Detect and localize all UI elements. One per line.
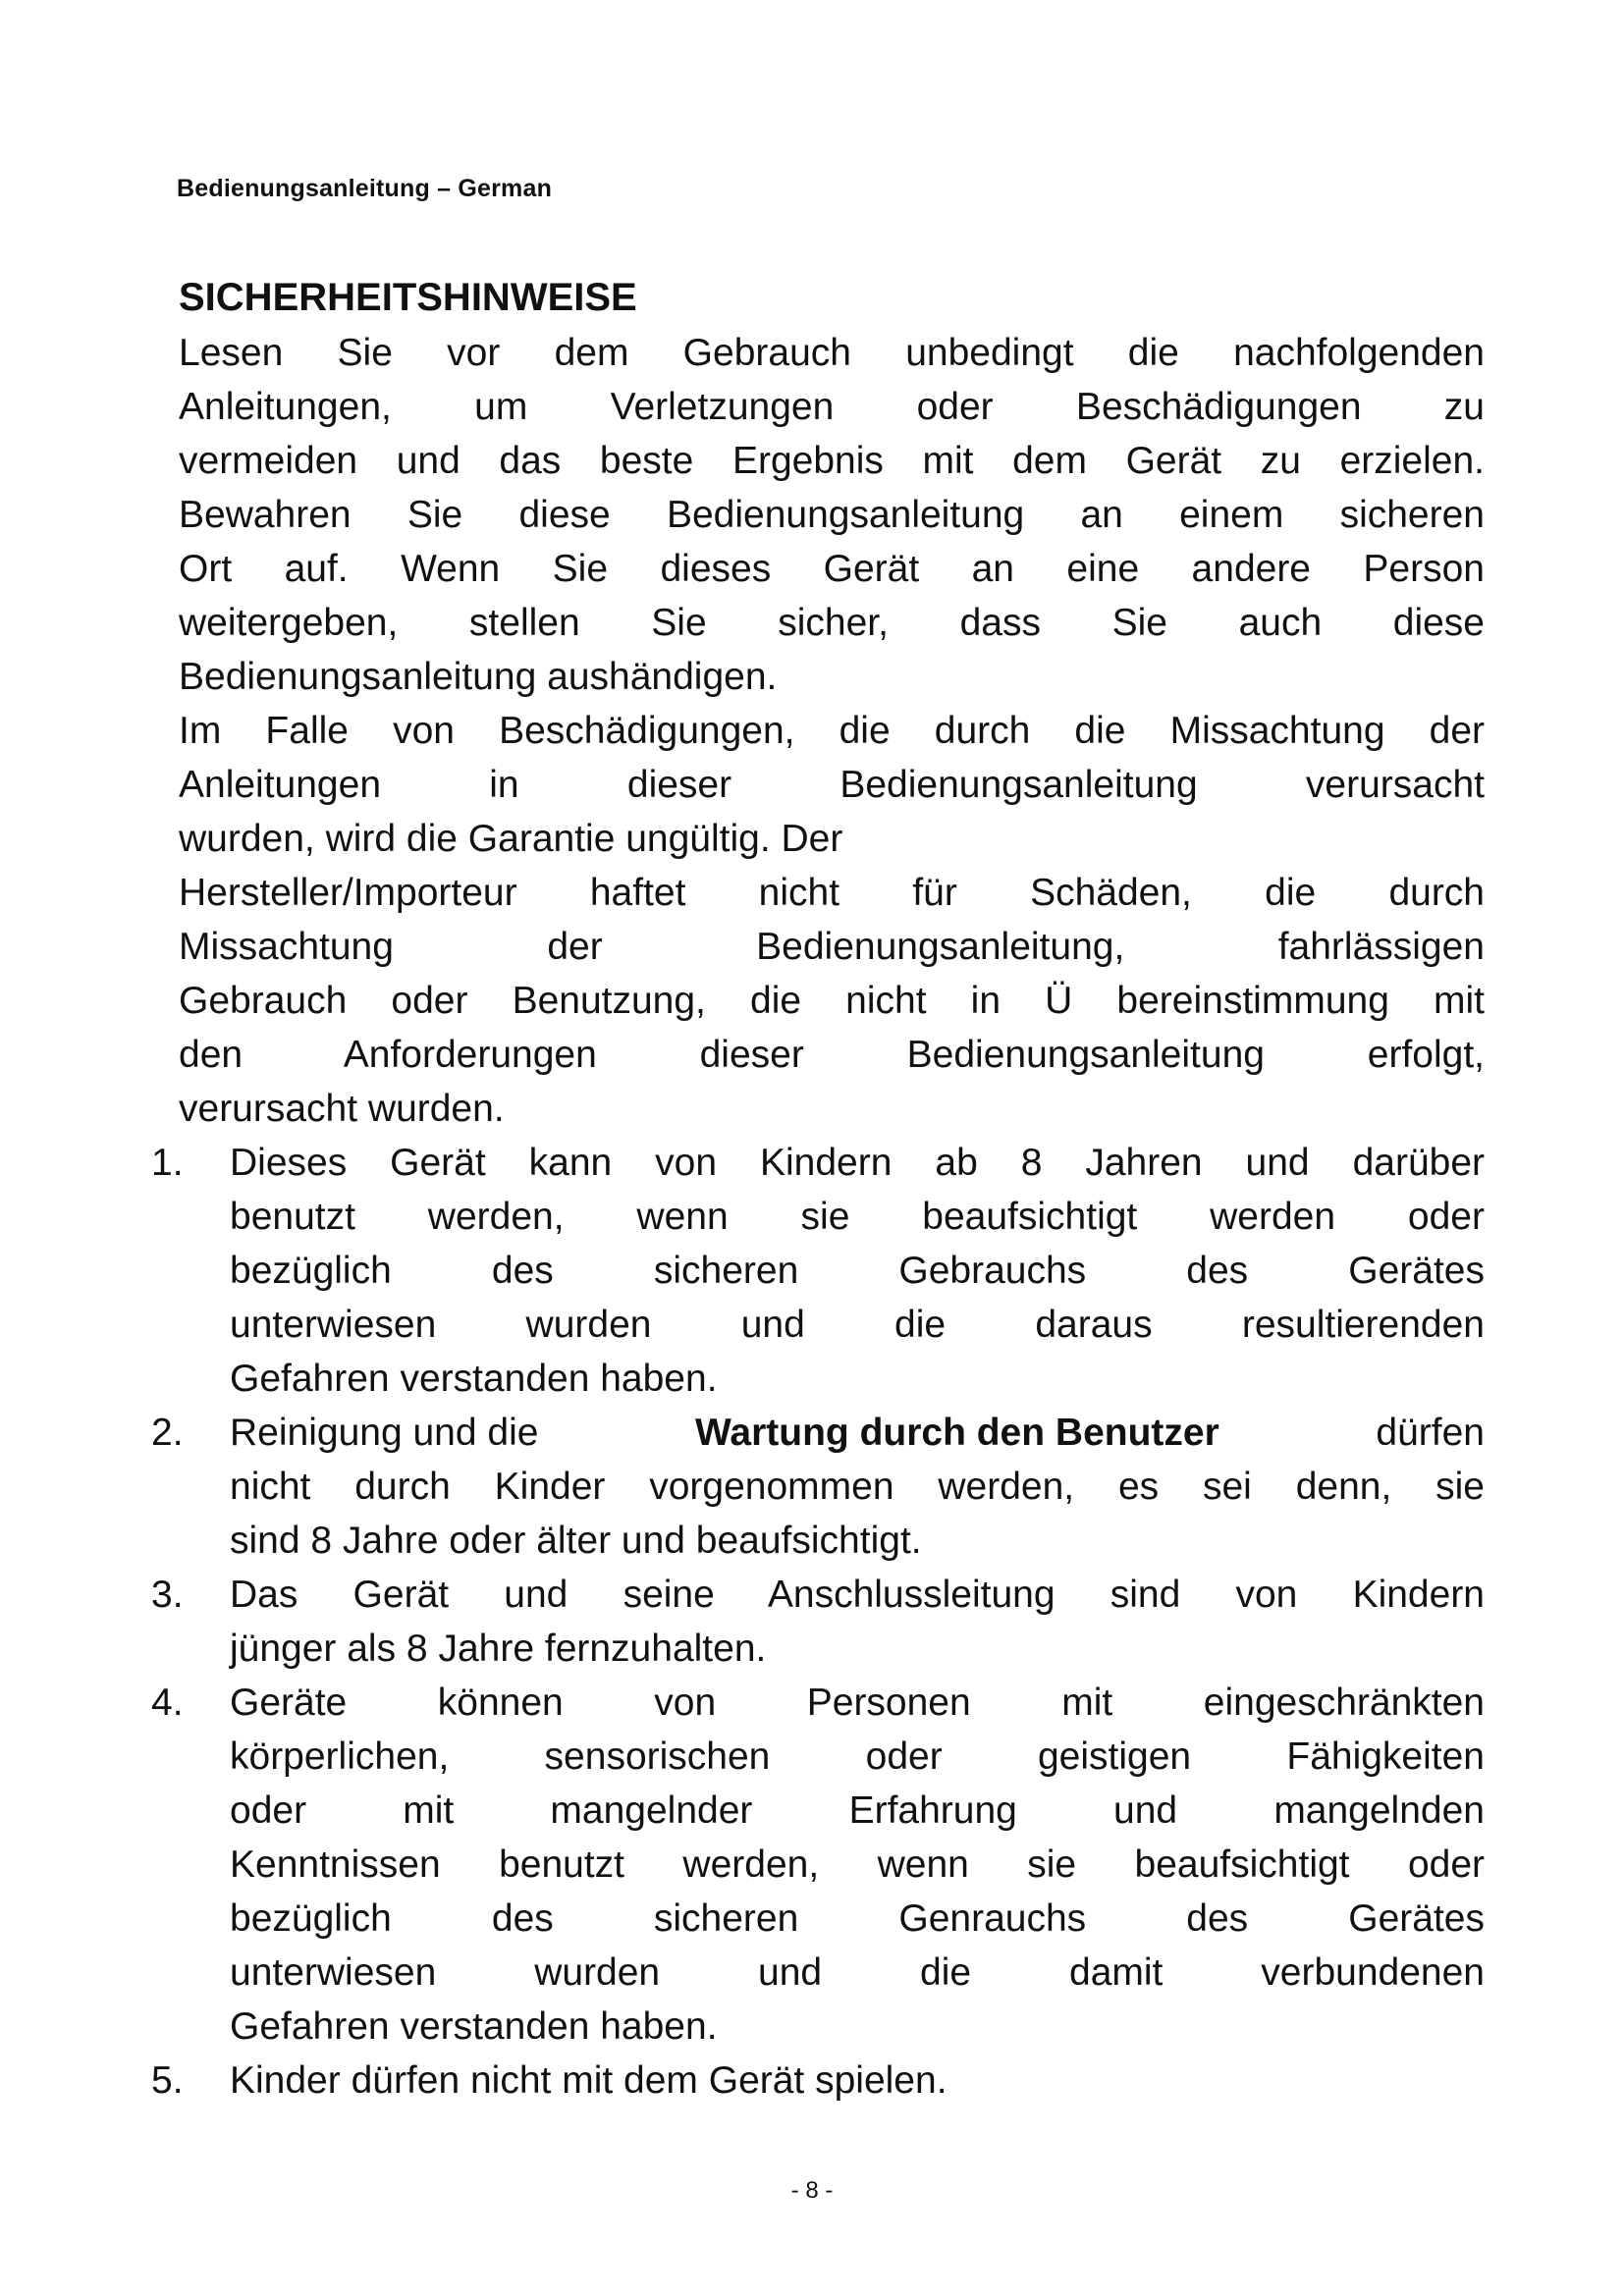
intro-line: Bedienungsanleitung aushändigen. (179, 656, 778, 698)
list-item-line: Geräte können von Personen mit eingeschränkten (230, 1682, 1485, 1724)
list-item-line: oder mit mangelnder Erfahrung und mangelnden (230, 1789, 1485, 1832)
list-item-line: Gefahren verstanden haben. (230, 2005, 718, 2048)
intro-line: weitergeben, stellen Sie sicher, dass Sie auch diese (179, 602, 1485, 644)
list-item-number: 3. (151, 1574, 184, 1616)
safety-section (151, 269, 1485, 2108)
intro-line: Im Falle von Beschädigungen, die durch die Missachtung der (179, 710, 1485, 752)
list-item-line: Das Gerät und seine Anschlussleitung sind von Kindern (230, 1574, 1485, 1616)
intro-line: vermeiden und das beste Ergebnis mit dem Gerät zu erzielen. (179, 440, 1485, 482)
intro-line: Anleitungen in dieser Bedienungsanleitung verursacht (179, 764, 1485, 806)
intro-line: wurden, wird die Garantie ungültig. Der (179, 818, 843, 860)
intro-line: Lesen Sie vor dem Gebrauch unbedingt die nachfolgenden (179, 332, 1485, 374)
list-item-text: dürfen (1376, 1412, 1485, 1454)
list-item-line: Kenntnissen benutzt werden, wenn sie beaufsichtigt oder (230, 1843, 1485, 1886)
list-item-number: 1. (151, 1142, 184, 1184)
list-item-line: Gefahren verstanden haben. (230, 1358, 718, 1400)
list-item-line: unterwiesen wurden und die damit verbundenen (230, 1951, 1485, 1994)
list-item-line: bezüglich des sicheren Genrauchs des Gerätes (230, 1897, 1485, 1940)
list-item-number: 5. (151, 2059, 184, 2102)
list-item-line: nicht durch Kinder vorgenommen werden, es sei denn, sie (230, 1466, 1485, 1508)
emphasized-text: Wartung durch den Benutzer (695, 1412, 1219, 1454)
intro-line: Anleitungen, um Verletzungen oder Beschädigungen zu (179, 386, 1485, 428)
list-item-number: 4. (151, 1682, 184, 1724)
list-item-line: Kinder dürfen nicht mit dem Gerät spielen. (230, 2059, 947, 2102)
list-item (151, 1136, 1485, 1406)
list-item-number: 2. (151, 1412, 184, 1454)
intro-paragraph (179, 326, 1485, 1136)
safety-rules-list (151, 1136, 1485, 2108)
intro-line: verursacht wurden. (179, 1088, 505, 1130)
intro-line: den Anforderungen dieser Bedienungsanleitung erfolgt, (179, 1034, 1485, 1076)
section-title: SICHERHEITSHINWEISE (179, 276, 637, 319)
list-item-line: körperlichen, sensorischen oder geistigen Fähigkeiten (230, 1735, 1485, 1778)
list-item-line: Dieses Gerät kann von Kindern ab 8 Jahren und darüber (230, 1142, 1485, 1184)
intro-line: Missachtung der Bedienungsanleitung, fahrlässigen (179, 926, 1485, 968)
page-number: - 8 - (790, 2177, 834, 2204)
document-header: Bedienungsanleitung – German (177, 175, 553, 202)
list-item-line: sind 8 Jahre oder älter und beaufsichtigt. (230, 1520, 922, 1562)
intro-line: Ort auf. Wenn Sie dieses Gerät an eine andere Person (179, 548, 1485, 590)
list-item (151, 1676, 1485, 2054)
list-item-line (230, 1406, 1485, 1460)
intro-line: Gebrauch oder Benutzung, die nicht in Ü bereinstimmung mit (179, 980, 1485, 1022)
list-item (151, 2054, 1485, 2108)
list-item-line: jünger als 8 Jahre fernzuhalten. (230, 1628, 767, 1670)
list-item-text: Reinigung und die (230, 1412, 539, 1454)
list-item-line: unterwiesen wurden und die daraus resultierenden (230, 1304, 1485, 1346)
list-item-line: benutzt werden, wenn sie beaufsichtigt werden oder (230, 1196, 1485, 1238)
intro-line: Hersteller/Importeur haftet nicht für Schäden, die durch (179, 872, 1485, 914)
list-item (151, 1568, 1485, 1676)
list-item (151, 1406, 1485, 1568)
list-item-line: bezüglich des sicheren Gebrauchs des Gerätes (230, 1250, 1485, 1292)
intro-line: Bewahren Sie diese Bedienungsanleitung an einem sicheren (179, 494, 1485, 536)
